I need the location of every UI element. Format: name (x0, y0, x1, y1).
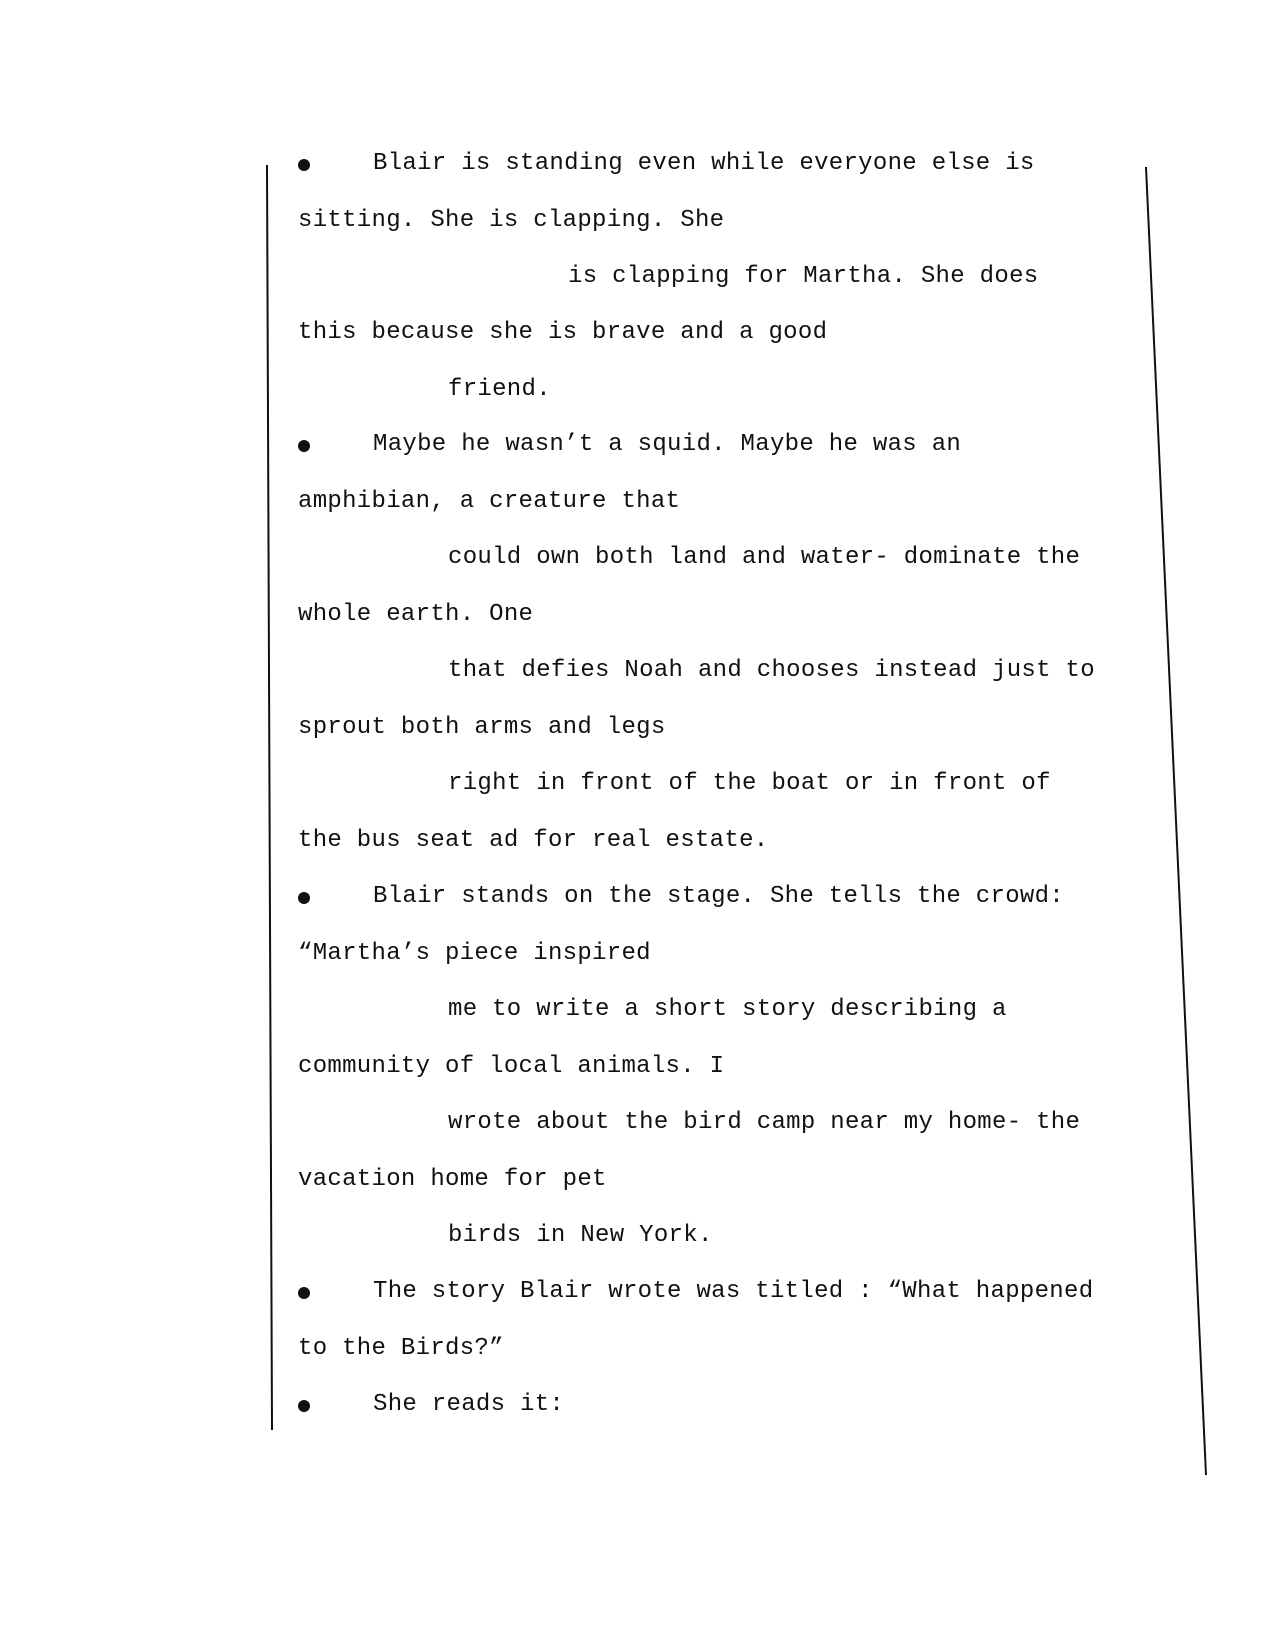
text-line: me to write a short story describing a (448, 996, 1007, 1023)
text-line: the bus seat ad for real estate. (298, 827, 769, 854)
bullet-2 (298, 440, 310, 452)
text-line: Blair is standing even while everyone else is (373, 150, 1035, 177)
bullet-5 (298, 1400, 310, 1412)
text-line: The story Blair wrote was titled : “What happened (373, 1278, 1094, 1305)
text-line: “Martha’s piece inspired (298, 940, 651, 967)
text-line: birds in New York. (448, 1222, 713, 1249)
text-line: sitting. She is clapping. She (298, 207, 725, 234)
text-line: whole earth. One (298, 601, 534, 628)
right-margin-line (1146, 167, 1206, 1475)
bullet-1 (298, 159, 310, 171)
text-line: sprout both arms and legs (298, 714, 666, 741)
text-line: is clapping for Martha. She does (568, 263, 1039, 290)
text-line: friend. (448, 376, 551, 403)
text-line: amphibian, a creature that (298, 488, 681, 515)
text-line: wrote about the bird camp near my home- the (448, 1109, 1081, 1136)
text-line: to the Birds?” (298, 1335, 504, 1362)
text-line: vacation home for pet (298, 1166, 607, 1193)
bullet-3 (298, 892, 310, 904)
text-line: this because she is brave and a good (298, 319, 828, 346)
text-line: She reads it: (373, 1391, 565, 1418)
text-line: that defies Noah and chooses instead just to (448, 657, 1095, 684)
text-line: Maybe he wasn’t a squid. Maybe he was an (373, 431, 962, 458)
text-line: community of local animals. I (298, 1053, 725, 1080)
bullet-4 (298, 1287, 310, 1299)
text-line: Blair stands on the stage. She tells the crowd: (373, 883, 1065, 910)
left-margin-line (267, 165, 272, 1430)
text-line: right in front of the boat or in front of (448, 770, 1051, 797)
text-line: could own both land and water- dominate the (448, 544, 1081, 571)
